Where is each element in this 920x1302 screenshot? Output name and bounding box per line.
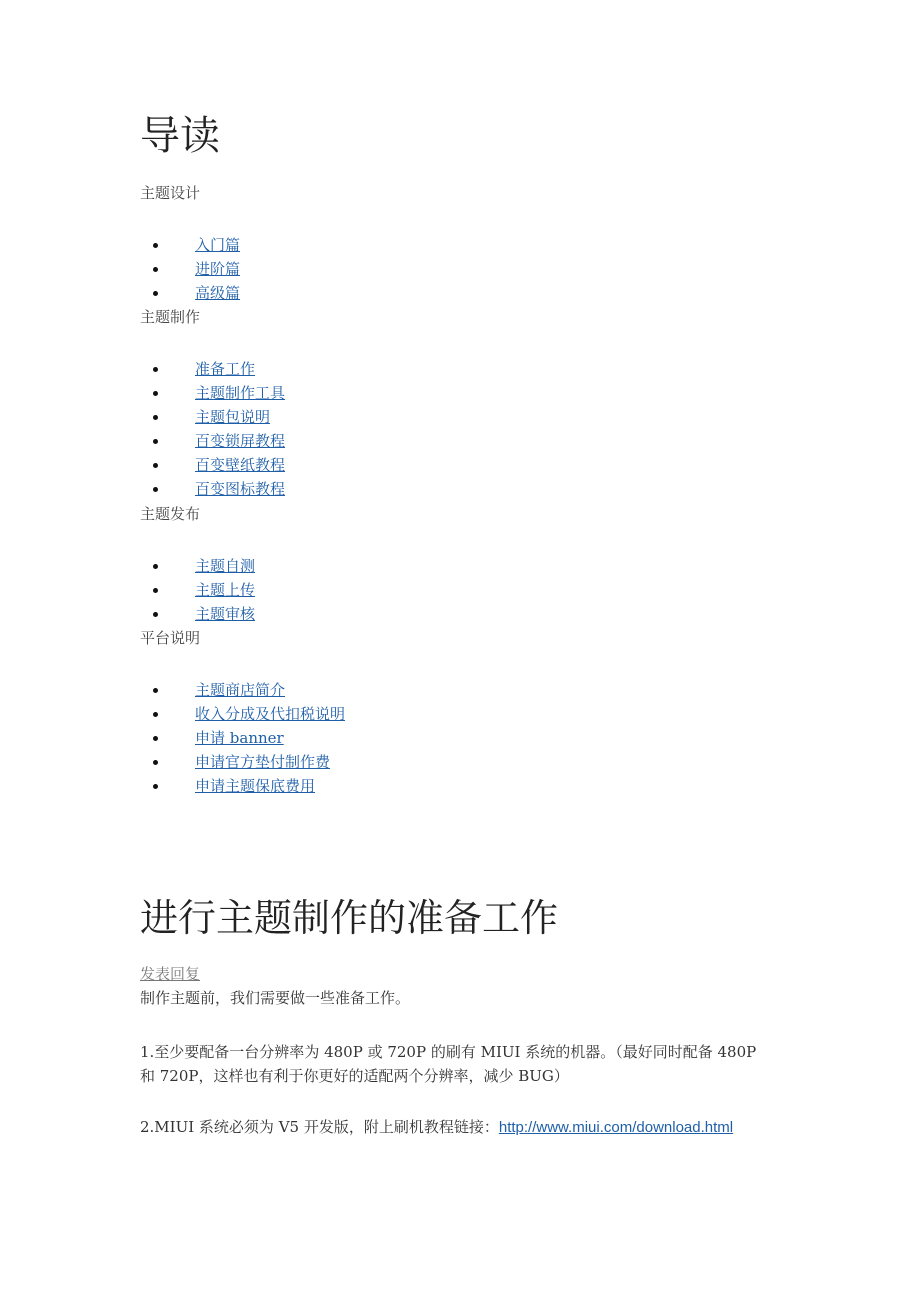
bullet-icon (153, 688, 158, 693)
bullet-icon (153, 439, 158, 444)
list-item (140, 381, 285, 405)
link-apply-guarantee-fee[interactable]: 申请主题保底费用 (195, 777, 316, 795)
list-item (140, 233, 240, 257)
section-list-theme-making (140, 357, 285, 501)
article-title: 进行主题制作的准备工作 (140, 896, 559, 940)
link-beginner[interactable]: 入门篇 (195, 236, 241, 254)
link-upload[interactable]: 主题上传 (195, 581, 256, 599)
list-item (140, 702, 345, 726)
bullet-icon (153, 267, 158, 272)
link-apply-banner[interactable]: 申请 banner (195, 729, 284, 747)
section-label-platform: 平台说明 (140, 629, 201, 647)
section-label-theme-making: 主题制作 (140, 308, 201, 326)
link-icon-tutorial[interactable]: 百变图标教程 (195, 480, 286, 498)
bullet-icon (153, 612, 158, 617)
list-item (140, 578, 255, 602)
list-item (140, 750, 345, 774)
paragraph-1 (140, 1040, 800, 1088)
link-preparation[interactable]: 准备工作 (195, 360, 256, 378)
bullet-icon (153, 564, 158, 569)
paragraph-1-line-2: 和 720P，这样也有利于你更好的适配两个分辨率，减少 BUG） (140, 1067, 569, 1085)
bullet-icon (153, 487, 158, 492)
link-wallpaper-tutorial[interactable]: 百变壁纸教程 (195, 456, 286, 474)
bullet-icon (153, 736, 158, 741)
list-item (140, 453, 285, 477)
link-review[interactable]: 主题审核 (195, 605, 256, 623)
bullet-icon (153, 760, 158, 765)
link-advanced[interactable]: 高级篇 (195, 284, 241, 302)
link-intermediate[interactable]: 进阶篇 (195, 260, 241, 278)
link-store-intro[interactable]: 主题商店简介 (195, 681, 286, 699)
link-self-test[interactable]: 主题自测 (195, 557, 256, 575)
list-item (140, 774, 345, 798)
list-item (140, 477, 285, 501)
paragraph-2 (140, 1115, 800, 1140)
list-item (140, 257, 240, 281)
bullet-icon (153, 463, 158, 468)
bullet-icon (153, 588, 158, 593)
section-list-theme-design (140, 233, 240, 305)
list-item (140, 726, 345, 750)
list-item (140, 554, 255, 578)
bullet-icon (153, 243, 158, 248)
list-item (140, 678, 345, 702)
section-label-theme-publish: 主题发布 (140, 505, 201, 523)
bullet-icon (153, 391, 158, 396)
intro-paragraph: 制作主题前，我们需要做一些准备工作。 (140, 989, 411, 1007)
list-item (140, 357, 285, 381)
list-item (140, 602, 255, 626)
link-lockscreen-tutorial[interactable]: 百变锁屏教程 (195, 432, 286, 450)
paragraph-2-text: 2.MIUI 系统必须为 V5 开发版，附上刷机教程链接： (140, 1118, 499, 1136)
bullet-icon (153, 291, 158, 296)
bullet-icon (153, 415, 158, 420)
section-label-theme-design: 主题设计 (140, 184, 201, 202)
section-list-theme-publish (140, 554, 255, 626)
list-item (140, 281, 240, 305)
bullet-icon (153, 367, 158, 372)
link-theme-package[interactable]: 主题包说明 (195, 408, 271, 426)
list-item (140, 429, 285, 453)
section-list-platform (140, 678, 345, 798)
link-theme-tools[interactable]: 主题制作工具 (195, 384, 286, 402)
bullet-icon (153, 712, 158, 717)
guide-title: 导读 (140, 113, 220, 159)
bullet-icon (153, 784, 158, 789)
download-link[interactable]: http://www.miui.com/download.html (498, 1119, 734, 1136)
link-apply-advance-fee[interactable]: 申请官方垫付制作费 (195, 753, 331, 771)
link-revenue-share[interactable]: 收入分成及代扣税说明 (195, 705, 346, 723)
list-item (140, 405, 285, 429)
paragraph-1-line-1: 1.至少要配备一台分辨率为 480P 或 720P 的刷有 MIUI 系统的机器。（最好同时配备 480P (140, 1043, 757, 1061)
reply-link[interactable]: 发表回复 (140, 965, 201, 983)
